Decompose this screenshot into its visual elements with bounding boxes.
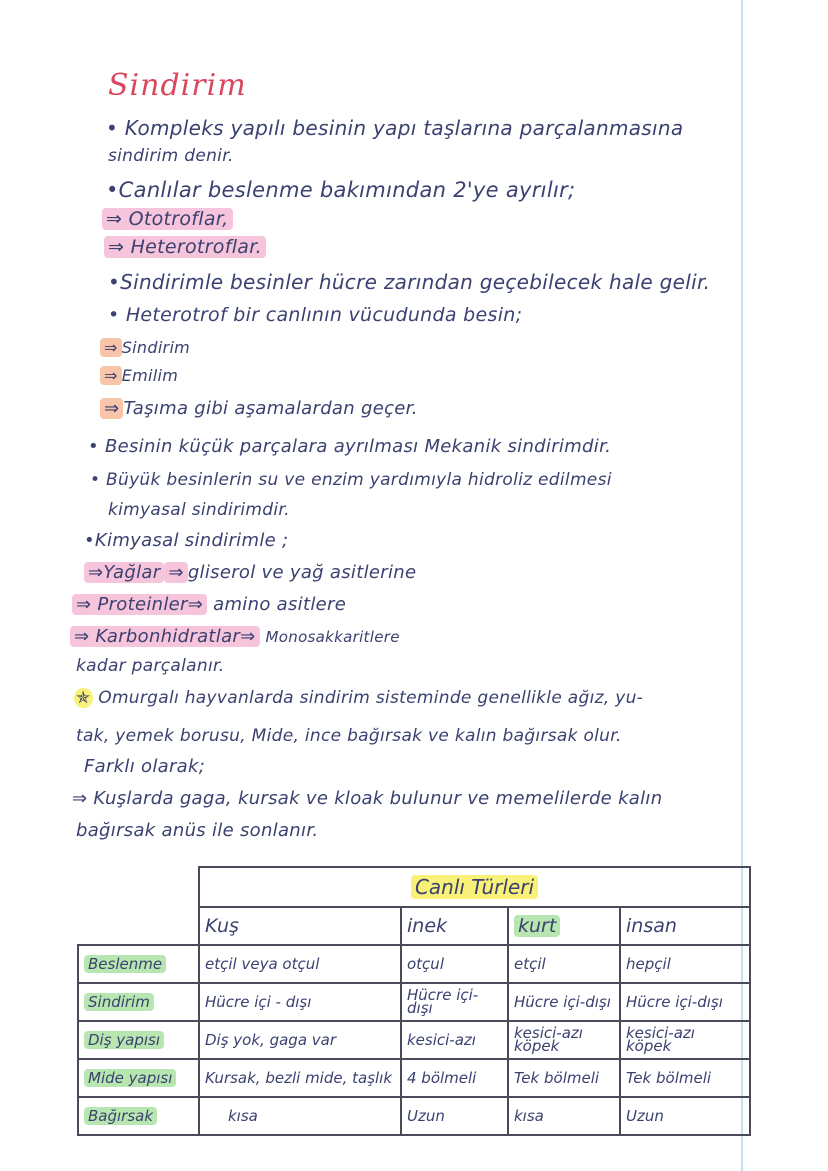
list-item: ⇒Yağlar ⇒ gliserol ve yağ asitlerine [84, 562, 416, 583]
arrow-icon: ⇒ [100, 338, 122, 357]
table-cell: kesici-azı [401, 1021, 508, 1059]
table-header-row [78, 867, 750, 907]
text-line: •Kimyasal sindirimle ; [84, 530, 289, 551]
highlight: ⇒ Karbonhidratlar⇒ [70, 626, 260, 647]
arrow-icon: ⇒ [240, 626, 256, 647]
table-cell: kısa [508, 1097, 620, 1135]
table-row [78, 1059, 750, 1097]
list-item [102, 208, 233, 230]
table-cell: Hücre içi-dışı [620, 983, 750, 1021]
row-label: Beslenme [78, 945, 199, 983]
arrow-icon: ⇒ Heterotroflar. [104, 236, 266, 258]
text-line: • Besinin küçük parçalara ayrılması Mekanik sindirimdir. [88, 436, 612, 457]
page-title: Sindirim [108, 68, 247, 103]
highlight: ⇒Yağlar [84, 562, 164, 583]
table-cell: etçil veya otçul [199, 945, 401, 983]
table-cell: Tek bölmeli [620, 1059, 750, 1097]
table-cell: 4 bölmeli [401, 1059, 508, 1097]
table-corner [78, 907, 199, 945]
list-item: ⇒ Emilim [100, 366, 178, 385]
table-corner [78, 867, 199, 907]
arrow-icon: ⇒ [74, 626, 90, 647]
table-cell: hepçil [620, 945, 750, 983]
arrow-icon: ⇒ [164, 562, 187, 583]
table-row [78, 983, 750, 1021]
text-line: ✯ Omurgalı hayvanlarda sindirim sisteminde genellikle ağız, yu- [76, 688, 644, 708]
table-header: Canlı Türleri [199, 867, 750, 907]
species-table [77, 866, 751, 1136]
arrow-icon: ⇒ [100, 366, 122, 385]
text-line: ⇒ Kuşlarda gaga, kursak ve kloak bulunur ve memelilerde kalın [72, 788, 663, 809]
table-cell: etçil [508, 945, 620, 983]
text-line: •Sindirimle besinler hücre zarından geçebilecek hale gelir. [108, 270, 711, 294]
arrow-icon: ⇒ [76, 594, 92, 615]
star-icon: ✯ [76, 688, 91, 708]
table-cell: Hücre içi-dışı [401, 983, 508, 1021]
arrow-icon: ⇒ Ototroflar, [102, 208, 233, 230]
table-col-header: kurt [508, 907, 620, 945]
arrow-icon: ⇒ [88, 562, 104, 583]
arrow-icon: ⇒ [100, 398, 123, 419]
table-cell: Uzun [401, 1097, 508, 1135]
list-item: ⇒ Sindirim [100, 338, 190, 357]
table-cell: Diş yok, gaga var [199, 1021, 401, 1059]
text-line: tak, yemek borusu, Mide, ince bağırsak ve kalın bağırsak olur. [76, 726, 622, 746]
table-cell: otçul [401, 945, 508, 983]
table-cell: kesici-azı köpek [620, 1021, 750, 1059]
list-item [104, 236, 266, 258]
row-label: Mide yapısı [78, 1059, 199, 1097]
table-cell: kesici-azı köpek [508, 1021, 620, 1059]
table-cell: Kursak, bezli mide, taşlık [199, 1059, 401, 1097]
arrow-icon: ⇒ [187, 594, 204, 615]
table-row [78, 1021, 750, 1059]
table-cell: kısa [199, 1097, 401, 1135]
table-row [78, 945, 750, 983]
text-line: • Heterotrof bir canlının vücudunda besin; [108, 304, 523, 326]
table-row [78, 907, 750, 945]
table-col-header: Kuş [199, 907, 401, 945]
table-col-header: insan [620, 907, 750, 945]
list-item: ⇒ Karbonhidratlar⇒ Monosakkaritlere [70, 626, 400, 647]
row-label: Sindirim [78, 983, 199, 1021]
text-line: • Büyük besinlerin su ve enzim yardımıyla hidroliz edilmesi [90, 470, 612, 490]
table-cell: Uzun [620, 1097, 750, 1135]
table-col-header: inek [401, 907, 508, 945]
table-row [78, 1097, 750, 1135]
text-line: kadar parçalanır. [76, 656, 225, 676]
table-cell: Hücre içi-dışı [508, 983, 620, 1021]
text-line: sindirim denir. [108, 146, 234, 166]
list-item: ⇒ Proteinler⇒ amino asitlere [72, 594, 346, 615]
list-item: ⇒ Taşıma gibi aşamalardan geçer. [100, 398, 418, 419]
table-cell: Tek bölmeli [508, 1059, 620, 1097]
text-line: • Kompleks yapılı besinin yapı taşlarına parçalanmasına [106, 116, 684, 140]
text-line: •Canlılar beslenme bakımından 2'ye ayrılır; [106, 178, 576, 202]
text-line: bağırsak anüs ile sonlanır. [76, 820, 319, 841]
highlight: ⇒ Proteinler⇒ [72, 594, 207, 615]
row-label: Diş yapısı [78, 1021, 199, 1059]
row-label: Bağırsak [78, 1097, 199, 1135]
text-line: kimyasal sindirimdir. [108, 500, 290, 520]
text-line: Farklı olarak; [84, 756, 206, 777]
table-cell: Hücre içi - dışı [199, 983, 401, 1021]
